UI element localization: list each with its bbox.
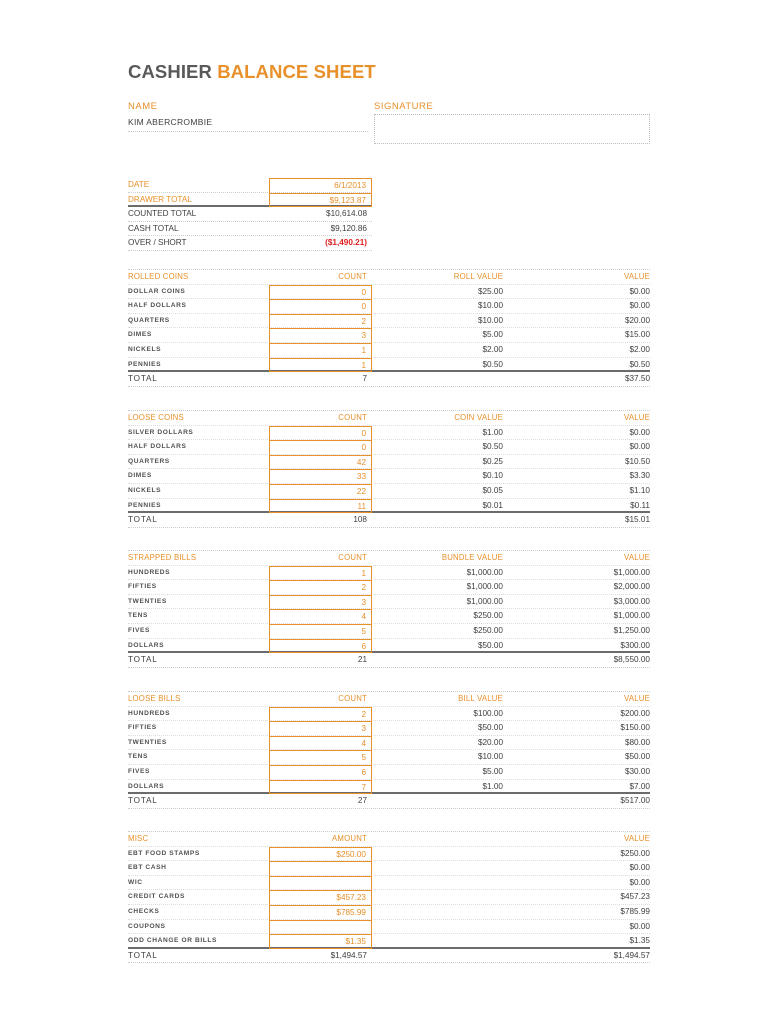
count-input[interactable]: 2	[269, 314, 372, 329]
column-header: VALUE	[624, 413, 650, 422]
summary-value[interactable]: 6/1/2013	[269, 178, 372, 193]
table-row	[128, 624, 650, 639]
table-cell: $0.00	[629, 921, 650, 931]
count-input[interactable]: 6	[269, 765, 372, 780]
table-cell: $20.00	[477, 737, 503, 747]
table-cell: $0.00	[629, 863, 650, 873]
table-cell: DIMES	[128, 472, 152, 480]
table-cell: $7.00	[629, 781, 650, 791]
total-cell: $1,494.57	[613, 950, 650, 960]
table-cell: EBT CASH	[128, 864, 167, 872]
count-input[interactable]: 6	[269, 639, 372, 654]
table-cell: $3.30	[629, 471, 650, 481]
count-input[interactable]: 22	[269, 484, 372, 499]
table-cell: PENNIES	[128, 501, 162, 509]
table-row	[128, 358, 650, 373]
table-cell: $0.00	[629, 286, 650, 296]
table-cell: $1,000.00	[613, 611, 650, 621]
table-cell: $3,000.00	[613, 596, 650, 606]
table-row	[128, 499, 650, 514]
count-input[interactable]: 1	[269, 343, 372, 358]
column-header: VALUE	[624, 553, 650, 562]
table-row	[128, 847, 650, 862]
table-cell: DOLLAR COINS	[128, 287, 186, 295]
signature-box[interactable]	[374, 114, 650, 144]
table-cell: $5.00	[482, 766, 503, 776]
table-cell: FIFTIES	[128, 583, 157, 591]
count-input[interactable]: 4	[269, 736, 372, 751]
table-row	[128, 905, 650, 920]
column-header: BILL VALUE	[458, 694, 503, 703]
section-header-row	[128, 832, 650, 847]
table-row	[128, 750, 650, 765]
summary-value: $10,614.08	[326, 209, 367, 219]
name-underline	[128, 131, 368, 132]
column-header: BUNDLE VALUE	[441, 553, 503, 562]
table-cell: DOLLARS	[128, 782, 165, 790]
summary-label: DRAWER TOTAL	[128, 194, 192, 204]
table-cell: QUARTERS	[128, 457, 170, 465]
total-cell: 7	[362, 374, 367, 384]
table-cell: $0.50	[482, 359, 503, 369]
table-row	[128, 314, 650, 329]
column-header: COUNT	[338, 694, 367, 703]
summary-row	[128, 222, 372, 237]
table-row	[128, 595, 650, 610]
table-cell: $50.00	[477, 723, 503, 733]
count-input[interactable]	[269, 876, 372, 891]
table-row	[128, 566, 650, 581]
column-header: LOOSE COINS	[128, 413, 184, 422]
column-header: MISC	[128, 834, 149, 843]
table-cell: $10.00	[477, 301, 503, 311]
table-cell: $2.00	[482, 344, 503, 354]
table-row	[128, 876, 650, 891]
table-cell: $1,000.00	[466, 596, 503, 606]
column-header: COUNT	[338, 413, 367, 422]
summary-row	[128, 193, 372, 208]
table-cell: $1.00	[482, 427, 503, 437]
total-cell: 108	[353, 515, 367, 525]
column-header: COUNT	[338, 553, 367, 562]
table-cell: COUPONS	[128, 922, 166, 930]
summary-label: DATE	[128, 180, 150, 189]
table-cell: $0.50	[629, 359, 650, 369]
summary-value: ($1,490.21)	[325, 238, 367, 248]
summary-block	[128, 178, 372, 251]
table-cell: HALF DOLLARS	[128, 302, 187, 310]
table-row	[128, 780, 650, 795]
table-section	[128, 410, 650, 528]
column-header: COUNT	[338, 272, 367, 281]
page-title	[128, 61, 376, 83]
table-row	[128, 426, 650, 441]
table-cell: $25.00	[477, 286, 503, 296]
table-row	[128, 609, 650, 624]
table-cell: CREDIT CARDS	[128, 893, 186, 901]
count-input[interactable]: 1	[269, 358, 372, 373]
total-cell: TOTAL	[128, 515, 158, 525]
table-cell: TENS	[128, 612, 148, 620]
table-section	[128, 831, 650, 963]
table-cell: NICKELS	[128, 486, 162, 494]
table-cell: $0.01	[482, 500, 503, 510]
table-cell: PENNIES	[128, 360, 162, 368]
table-cell: $200.00	[620, 708, 650, 718]
table-cell: ODD CHANGE OR BILLS	[128, 937, 218, 945]
table-cell: WIC	[128, 878, 143, 886]
table-cell: $50.00	[624, 752, 650, 762]
total-cell: $517.00	[620, 796, 650, 806]
summary-value: $9,120.86	[330, 223, 367, 233]
table-cell: $0.00	[629, 442, 650, 452]
summary-row	[128, 236, 372, 251]
section-header-row	[128, 551, 650, 566]
table-cell: $2,000.00	[613, 582, 650, 592]
table-cell: $1,000.00	[466, 567, 503, 577]
table-cell: $785.99	[620, 906, 650, 916]
column-header: ROLL VALUE	[453, 272, 503, 281]
table-cell: $150.00	[620, 723, 650, 733]
column-header: STRAPPED BILLS	[128, 553, 197, 562]
table-cell: $10.00	[477, 315, 503, 325]
count-input[interactable]: 42	[269, 455, 372, 470]
table-row	[128, 721, 650, 736]
table-section	[128, 691, 650, 809]
count-input[interactable]: 1	[269, 566, 372, 581]
table-row	[128, 934, 650, 949]
table-cell: SILVER DOLLARS	[128, 428, 194, 436]
section-header-row	[128, 411, 650, 426]
table-cell: $457.23	[620, 892, 650, 902]
table-cell: $250.00	[620, 848, 650, 858]
table-row	[128, 639, 650, 654]
table-cell: $0.10	[482, 471, 503, 481]
table-cell: $50.00	[477, 640, 503, 650]
table-cell: $1,250.00	[613, 625, 650, 635]
total-cell: 27	[357, 796, 367, 806]
total-row	[128, 794, 650, 809]
table-cell: HUNDREDS	[128, 709, 171, 717]
count-input[interactable]: 2	[269, 580, 372, 595]
total-cell: $37.50	[624, 374, 650, 384]
table-cell: HUNDREDS	[128, 568, 171, 576]
table-cell: FIVES	[128, 626, 151, 634]
summary-row	[128, 207, 372, 222]
table-cell: TWENTIES	[128, 738, 167, 746]
table-cell: HALF DOLLARS	[128, 443, 187, 451]
count-input[interactable]: 5	[269, 624, 372, 639]
count-input[interactable]: 0	[269, 285, 372, 300]
title-cashier: CASHIER	[128, 61, 212, 82]
total-cell: TOTAL	[128, 374, 158, 384]
table-cell: $0.11	[630, 500, 650, 510]
table-cell: $5.00	[482, 330, 503, 340]
table-cell: $20.00	[624, 315, 650, 325]
table-row	[128, 707, 650, 722]
column-header: ROLLED COINS	[128, 272, 189, 281]
table-row	[128, 920, 650, 935]
table-row	[128, 328, 650, 343]
total-row	[128, 372, 650, 387]
count-input[interactable]: $785.99	[269, 905, 372, 920]
table-cell: $0.50	[482, 442, 503, 452]
table-cell: $1,000.00	[613, 567, 650, 577]
column-header: AMOUNT	[332, 834, 367, 843]
table-row	[128, 440, 650, 455]
count-input[interactable]: 11	[269, 499, 372, 514]
total-row	[128, 949, 650, 964]
column-header: VALUE	[624, 272, 650, 281]
column-header: COIN VALUE	[454, 413, 503, 422]
table-row	[128, 890, 650, 905]
table-cell: $100.00	[473, 708, 503, 718]
name-value[interactable]: KIM ABERCROMBIE	[128, 117, 213, 127]
name-label: NAME	[128, 101, 158, 112]
table-section	[128, 550, 650, 668]
table-row	[128, 861, 650, 876]
table-row	[128, 736, 650, 751]
count-input[interactable]: 0	[269, 440, 372, 455]
table-cell: $2.00	[629, 344, 650, 354]
total-row	[128, 653, 650, 668]
table-cell: $10.00	[477, 752, 503, 762]
column-header: VALUE	[624, 694, 650, 703]
count-input[interactable]: 5	[269, 750, 372, 765]
section-header-row	[128, 270, 650, 285]
summary-label: OVER / SHORT	[128, 238, 187, 248]
table-cell: $1.10	[629, 485, 650, 495]
total-cell: TOTAL	[128, 796, 158, 806]
count-input[interactable]: 3	[269, 595, 372, 610]
table-cell: EBT FOOD STAMPS	[128, 849, 200, 857]
table-row	[128, 765, 650, 780]
title-balance-sheet: BALANCE SHEET	[217, 61, 376, 82]
table-cell: CHECKS	[128, 907, 160, 915]
table-cell: $0.05	[482, 485, 503, 495]
table-row	[128, 299, 650, 314]
signature-label: SIGNATURE	[374, 101, 434, 112]
table-cell: TENS	[128, 753, 148, 761]
count-input[interactable]: $1.35	[269, 934, 372, 949]
table-cell: $80.00	[624, 737, 650, 747]
count-input[interactable]	[269, 861, 372, 876]
summary-row	[128, 178, 372, 193]
table-row	[128, 285, 650, 300]
table-cell: TWENTIES	[128, 597, 167, 605]
table-cell: FIFTIES	[128, 724, 157, 732]
table-cell: $250.00	[473, 611, 503, 621]
total-cell: TOTAL	[128, 950, 158, 960]
table-cell: $0.00	[629, 427, 650, 437]
table-cell: $250.00	[473, 625, 503, 635]
count-input[interactable]	[269, 920, 372, 935]
total-cell: TOTAL	[128, 655, 158, 665]
summary-value[interactable]: $9,123.87	[269, 193, 372, 208]
count-input[interactable]: 0	[269, 299, 372, 314]
table-cell: $1.35	[629, 936, 650, 946]
summary-label: CASH TOTAL	[128, 223, 179, 233]
table-row	[128, 469, 650, 484]
table-cell: $0.00	[629, 877, 650, 887]
table-cell: DIMES	[128, 331, 152, 339]
summary-label: COUNTED TOTAL	[128, 209, 197, 219]
total-row	[128, 513, 650, 528]
table-cell: $15.00	[624, 330, 650, 340]
table-cell: FIVES	[128, 767, 151, 775]
table-cell: $1.00	[482, 781, 503, 791]
count-input[interactable]: 7	[269, 780, 372, 795]
table-row	[128, 455, 650, 470]
count-input[interactable]: 2	[269, 707, 372, 722]
count-input[interactable]: 3	[269, 721, 372, 736]
table-cell: DOLLARS	[128, 641, 165, 649]
table-cell: NICKELS	[128, 345, 162, 353]
section-header-row	[128, 692, 650, 707]
table-row	[128, 484, 650, 499]
table-section	[128, 269, 650, 387]
table-cell: $0.25	[482, 456, 503, 466]
count-input[interactable]: 3	[269, 328, 372, 343]
total-cell: $1,494.57	[330, 950, 367, 960]
count-input[interactable]: $250.00	[269, 847, 372, 862]
count-input[interactable]: $457.23	[269, 890, 372, 905]
count-input[interactable]: 33	[269, 469, 372, 484]
table-cell: $30.00	[624, 766, 650, 776]
column-header: LOOSE BILLS	[128, 694, 181, 703]
count-input[interactable]: 0	[269, 426, 372, 441]
table-cell: $10.50	[624, 456, 650, 466]
table-cell: $1,000.00	[466, 582, 503, 592]
column-header: VALUE	[624, 834, 650, 843]
table-cell: $300.00	[620, 640, 650, 650]
count-input[interactable]: 4	[269, 609, 372, 624]
table-row	[128, 580, 650, 595]
table-cell: QUARTERS	[128, 316, 170, 324]
table-row	[128, 343, 650, 358]
table-cell: $0.00	[629, 301, 650, 311]
total-cell: $8,550.00	[613, 655, 650, 665]
total-cell: $15.01	[624, 515, 650, 525]
total-cell: 21	[357, 655, 367, 665]
